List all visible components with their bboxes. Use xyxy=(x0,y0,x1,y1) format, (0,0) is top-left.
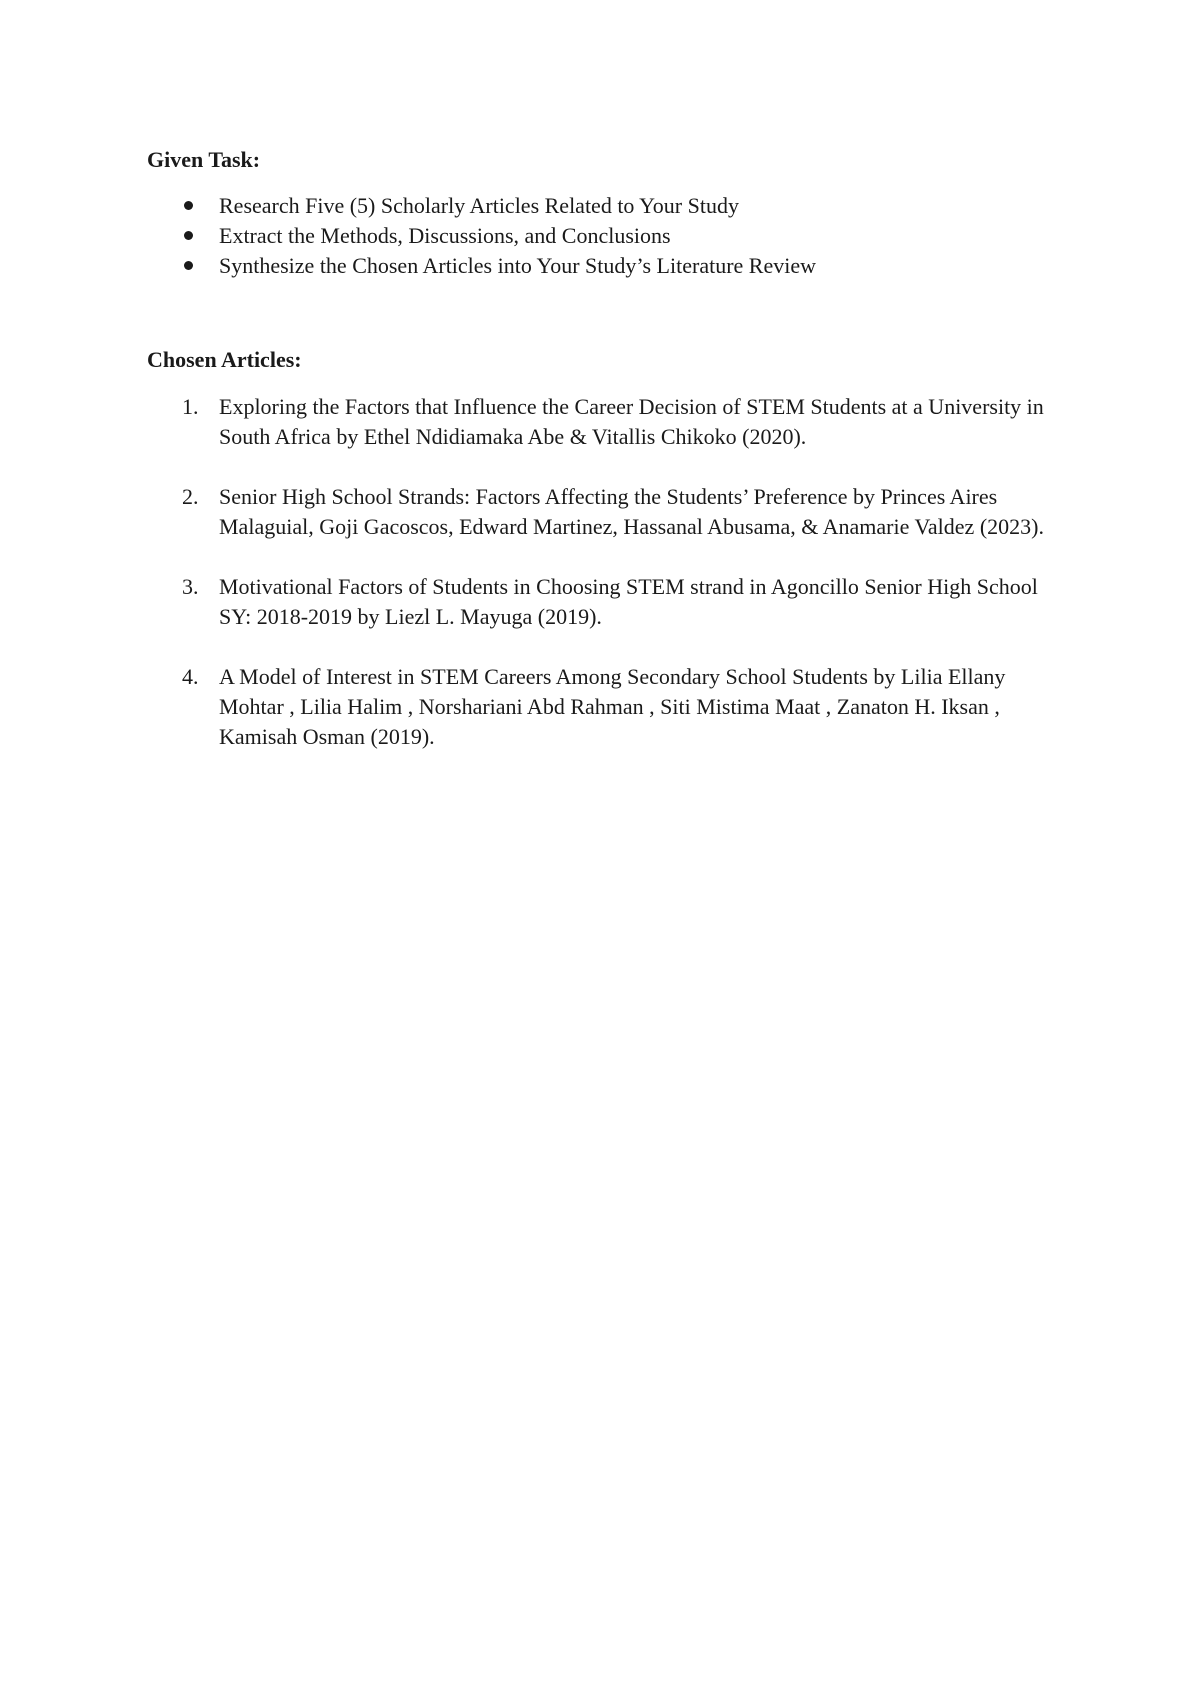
list-item xyxy=(0,221,1200,251)
article-text: A Model of Interest in STEM Careers Among Secondary School Students by Lilia Ellany Mohtar , Lilia Halim , Norshariani Abd Rahman , Siti Mistima Maat , Zanaton H. Iksan , Kamisah Osman (2019). xyxy=(219,664,1006,749)
article-text: Motivational Factors of Students in Choosing STEM strand in Agoncillo Senior High School SY: 2018-2019 by Liezl L. Mayuga (2019). xyxy=(219,574,1038,629)
chosen-articles-list xyxy=(0,392,1200,782)
article-number: 4. xyxy=(182,664,199,689)
bullet-icon xyxy=(184,201,193,210)
task-text: Extract the Methods, Discussions, and Conclusions xyxy=(219,223,671,248)
article-item xyxy=(0,482,1069,542)
article-text: Senior High School Strands: Factors Affecting the Students’ Preference by Princes Aires Malaguial, Goji Gacoscos, Edward Martinez, Hassanal Abusama, & Anamarie Valdez (2023). xyxy=(219,484,1044,539)
task-text: Research Five (5) Scholarly Articles Related to Your Study xyxy=(219,193,739,218)
task-text: Synthesize the Chosen Articles into Your Study’s Literature Review xyxy=(219,253,816,278)
chosen-articles-heading: Chosen Articles: xyxy=(147,347,302,372)
article-number: 3. xyxy=(182,574,199,599)
article-item xyxy=(0,392,1069,452)
bullet-icon xyxy=(184,231,193,240)
article-text: Exploring the Factors that Influence the Career Decision of STEM Students at a University in South Africa by Ethel Ndidiamaka Abe & Vitallis Chikoko (2020). xyxy=(219,394,1044,449)
bullet-icon xyxy=(184,261,193,270)
list-item xyxy=(0,191,1200,221)
article-number: 2. xyxy=(182,484,199,509)
article-item xyxy=(0,572,1069,632)
given-task-list xyxy=(0,191,1200,281)
list-item xyxy=(0,251,1200,281)
article-number: 1. xyxy=(182,394,199,419)
given-task-heading: Given Task: xyxy=(147,147,261,172)
article-item xyxy=(0,662,1069,752)
